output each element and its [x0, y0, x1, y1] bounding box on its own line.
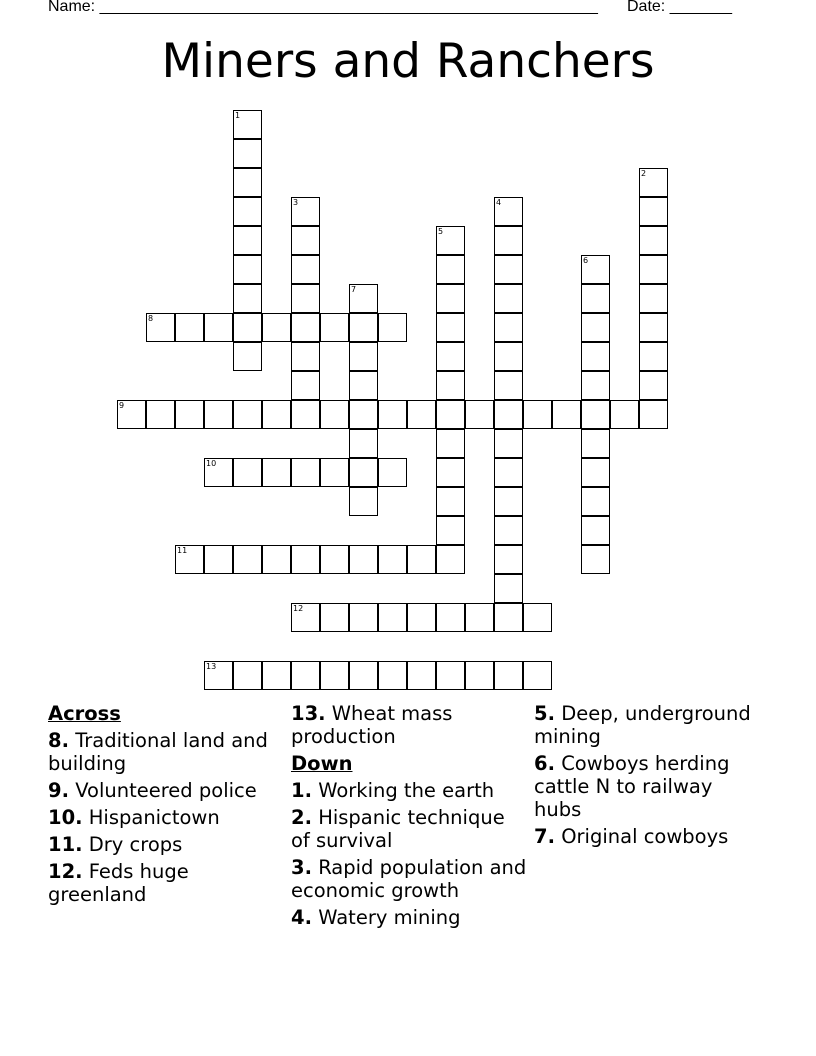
clue-number: 3 — [293, 198, 299, 207]
crossword-cell[interactable] — [436, 516, 465, 545]
clue-down-1: 1. Working the earth — [291, 779, 495, 802]
crossword-cell[interactable] — [436, 284, 465, 313]
crossword-cell[interactable] — [436, 603, 465, 632]
crossword-cell[interactable] — [581, 255, 610, 284]
crossword-cell[interactable] — [291, 342, 320, 371]
crossword-cell[interactable] — [639, 197, 668, 226]
crossword-cell[interactable] — [552, 400, 581, 429]
crossword-cell[interactable] — [378, 313, 407, 342]
crossword-cell[interactable] — [146, 400, 175, 429]
crossword-cell[interactable] — [436, 545, 465, 574]
clue-down-5: 5. Deep, underground mining — [534, 702, 751, 748]
crossword-cell[interactable] — [436, 429, 465, 458]
crossword-cell[interactable] — [349, 284, 378, 313]
crossword-cell[interactable] — [494, 603, 523, 632]
crossword-cell[interactable] — [262, 313, 291, 342]
clue-number: 12 — [293, 604, 304, 613]
clue-number: 1 — [235, 111, 241, 120]
crossword-cell[interactable] — [291, 545, 320, 574]
clue-across-8: 8. Traditional land and building — [48, 729, 268, 775]
crossword-cell[interactable] — [320, 313, 349, 342]
clues-column-1 — [48, 702, 278, 910]
crossword-cell[interactable] — [349, 545, 378, 574]
crossword-cell[interactable] — [320, 458, 349, 487]
crossword-cell[interactable] — [494, 574, 523, 603]
crossword-cell[interactable] — [233, 458, 262, 487]
crossword-cell[interactable] — [291, 371, 320, 400]
crossword-cell[interactable] — [262, 400, 291, 429]
clue-number: 2 — [641, 169, 647, 178]
crossword-cell[interactable] — [233, 284, 262, 313]
clues-column-3 — [534, 702, 764, 852]
crossword-cell[interactable] — [233, 139, 262, 168]
crossword-cell[interactable] — [523, 661, 552, 690]
clue-across-12: 12. Feds huge greenland — [48, 860, 189, 906]
crossword-cell[interactable] — [320, 545, 349, 574]
crossword-cell[interactable] — [233, 400, 262, 429]
crossword-cell[interactable] — [494, 284, 523, 313]
crossword-cell[interactable] — [233, 661, 262, 690]
crossword-cell[interactable] — [291, 197, 320, 226]
crossword-cell[interactable] — [465, 661, 494, 690]
crossword-cell[interactable] — [494, 545, 523, 574]
crossword-cell[interactable] — [349, 661, 378, 690]
crossword-cell[interactable] — [436, 255, 465, 284]
clue-number: 10 — [206, 459, 217, 468]
crossword-cell[interactable] — [320, 603, 349, 632]
clue-across-10: 10. Hispanictown — [48, 806, 220, 829]
crossword-cell[interactable] — [291, 458, 320, 487]
crossword-cell[interactable] — [639, 255, 668, 284]
crossword-cell[interactable] — [610, 400, 639, 429]
crossword-cell[interactable] — [581, 458, 610, 487]
crossword-cell[interactable] — [494, 429, 523, 458]
crossword-cell[interactable] — [581, 342, 610, 371]
crossword-cell[interactable] — [581, 400, 610, 429]
crossword-cell[interactable] — [494, 516, 523, 545]
crossword-cell[interactable] — [349, 603, 378, 632]
crossword-cell[interactable] — [494, 313, 523, 342]
crossword-cell[interactable] — [320, 400, 349, 429]
crossword-cell[interactable] — [233, 226, 262, 255]
crossword-cell[interactable] — [233, 342, 262, 371]
crossword-cell[interactable] — [291, 284, 320, 313]
crossword-cell[interactable] — [436, 458, 465, 487]
crossword-cell[interactable] — [291, 400, 320, 429]
crossword-cell[interactable] — [581, 313, 610, 342]
crossword-cell[interactable] — [262, 545, 291, 574]
crossword-cell[interactable] — [581, 487, 610, 516]
clue-number: 13 — [206, 662, 217, 671]
crossword-cell[interactable] — [117, 400, 146, 429]
crossword-cell[interactable] — [494, 371, 523, 400]
crossword-cell[interactable] — [320, 661, 349, 690]
crossword-cell[interactable] — [639, 342, 668, 371]
crossword-cell[interactable] — [349, 371, 378, 400]
down-heading: Down — [291, 752, 353, 775]
crossword-cell[interactable] — [349, 429, 378, 458]
crossword-cell[interactable] — [378, 458, 407, 487]
crossword-cell[interactable] — [146, 313, 175, 342]
clue-down-2: 2. Hispanic technique of survival — [291, 806, 505, 852]
crossword-cell[interactable] — [291, 661, 320, 690]
crossword-cell[interactable] — [378, 545, 407, 574]
name-line: Name: ________________________________________________________ — [48, 0, 598, 15]
puzzle-title: Miners and Ranchers — [161, 34, 655, 89]
crossword-cell[interactable] — [204, 400, 233, 429]
clue-number: 7 — [351, 285, 357, 294]
crossword-cell[interactable] — [349, 487, 378, 516]
crossword-cell[interactable] — [436, 371, 465, 400]
crossword-cell[interactable] — [581, 545, 610, 574]
clue-number: 11 — [177, 546, 188, 555]
crossword-cell[interactable] — [494, 487, 523, 516]
crossword-cell[interactable] — [349, 458, 378, 487]
crossword-cell[interactable] — [581, 429, 610, 458]
crossword-cell[interactable] — [494, 661, 523, 690]
crossword-cell[interactable] — [581, 371, 610, 400]
crossword-cell[interactable] — [204, 313, 233, 342]
crossword-cell[interactable] — [436, 342, 465, 371]
across-heading: Across — [48, 702, 121, 725]
crossword-cell[interactable] — [175, 545, 204, 574]
crossword-cell[interactable] — [639, 371, 668, 400]
crossword-cell[interactable] — [233, 168, 262, 197]
clue-down-4: 4. Watery mining — [291, 906, 461, 929]
crossword-cell[interactable] — [639, 226, 668, 255]
crossword-cell[interactable] — [581, 284, 610, 313]
crossword-cell[interactable] — [494, 255, 523, 284]
crossword-cell[interactable] — [407, 545, 436, 574]
crossword-cell[interactable] — [175, 400, 204, 429]
clue-down-7: 7. Original cowboys — [534, 825, 729, 848]
crossword-cell[interactable] — [349, 313, 378, 342]
crossword-cell[interactable] — [233, 197, 262, 226]
crossword-cell[interactable] — [639, 168, 668, 197]
crossword-cell[interactable] — [233, 110, 262, 139]
crossword-cell[interactable] — [349, 342, 378, 371]
crossword-cell[interactable] — [581, 516, 610, 545]
crossword-cell[interactable] — [639, 313, 668, 342]
clue-across-13: 13. Wheat mass production — [291, 702, 453, 748]
crossword-cell[interactable] — [465, 603, 494, 632]
clue-across-9: 9. Volunteered police — [48, 779, 257, 802]
crossword-cell[interactable] — [494, 342, 523, 371]
crossword-cell[interactable] — [204, 661, 233, 690]
crossword-cell[interactable] — [436, 400, 465, 429]
crossword-cell[interactable] — [291, 226, 320, 255]
crossword-cell[interactable] — [204, 545, 233, 574]
crossword-cell[interactable] — [204, 458, 233, 487]
crossword-cell[interactable] — [465, 400, 494, 429]
crossword-cell[interactable] — [494, 197, 523, 226]
clue-across-11: 11. Dry crops — [48, 833, 183, 856]
crossword-cell[interactable] — [262, 458, 291, 487]
crossword-cell[interactable] — [436, 661, 465, 690]
crossword-cell[interactable] — [494, 226, 523, 255]
crossword-cell[interactable] — [378, 603, 407, 632]
clue-down-6: 6. Cowboys herding cattle N to railway hubs — [534, 752, 730, 821]
crossword-cell[interactable] — [291, 313, 320, 342]
crossword-cell[interactable] — [233, 255, 262, 284]
crossword-cell[interactable] — [436, 487, 465, 516]
crossword-cell[interactable] — [436, 226, 465, 255]
crossword-cell[interactable] — [523, 603, 552, 632]
crossword-cell[interactable] — [378, 400, 407, 429]
date-line: Date: _______ — [627, 0, 732, 15]
crossword-cell[interactable] — [175, 313, 204, 342]
crossword-cell[interactable] — [523, 400, 552, 429]
crossword-cell[interactable] — [233, 313, 262, 342]
crossword-cell[interactable] — [494, 400, 523, 429]
crossword-cell[interactable] — [233, 545, 262, 574]
crossword-cell[interactable] — [291, 603, 320, 632]
crossword-cell[interactable] — [349, 400, 378, 429]
crossword-cell[interactable] — [639, 400, 668, 429]
crossword-cell[interactable] — [407, 661, 436, 690]
clue-number: 8 — [148, 314, 154, 323]
clue-number: 4 — [496, 198, 502, 207]
clues-column-2 — [291, 702, 527, 933]
crossword-cell[interactable] — [436, 313, 465, 342]
crossword-cell[interactable] — [407, 603, 436, 632]
clue-number: 9 — [119, 401, 125, 410]
crossword-cell[interactable] — [407, 400, 436, 429]
crossword-cell[interactable] — [639, 284, 668, 313]
crossword-cell[interactable] — [494, 458, 523, 487]
crossword-cell[interactable] — [291, 255, 320, 284]
crossword-cell[interactable] — [378, 661, 407, 690]
clue-down-3: 3. Rapid population and economic growth — [291, 856, 527, 902]
clue-number: 6 — [583, 256, 589, 265]
clue-number: 5 — [438, 227, 444, 236]
crossword-cell[interactable] — [262, 661, 291, 690]
